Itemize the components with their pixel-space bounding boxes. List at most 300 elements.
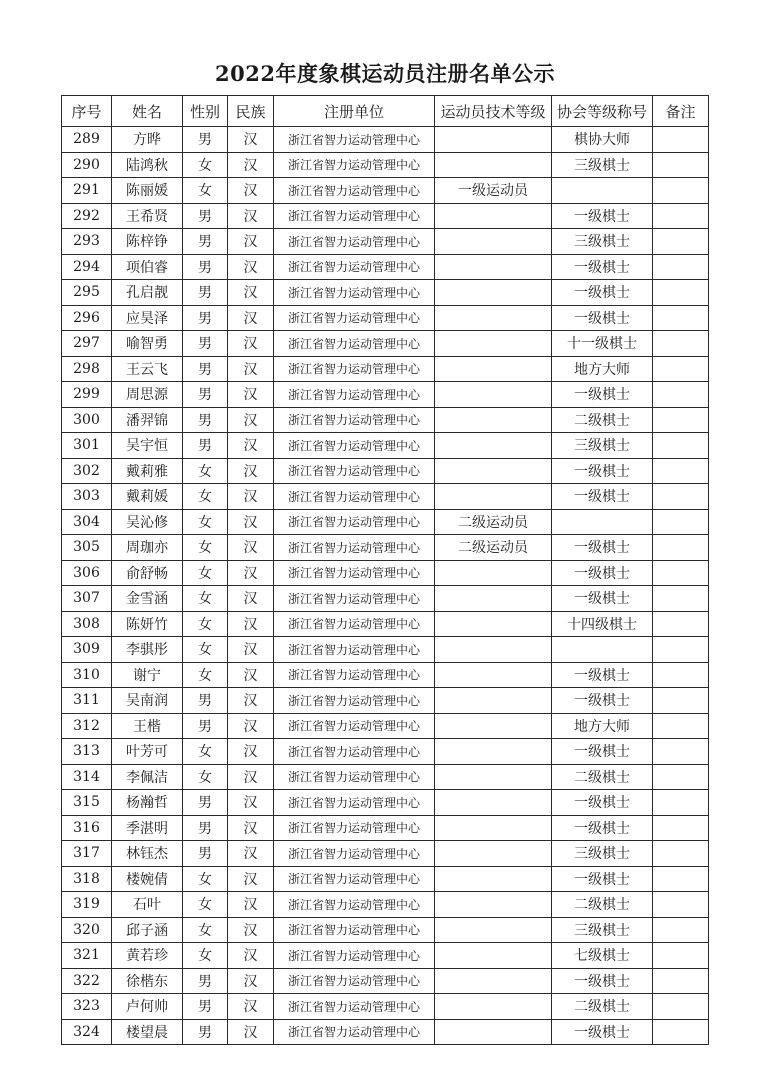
cell-unit: 浙江省智力运动管理中心 — [274, 433, 435, 459]
cell-ethnicity: 汉 — [228, 917, 274, 943]
cell-unit: 浙江省智力运动管理中心 — [274, 356, 435, 382]
cell-number: 305 — [62, 535, 112, 561]
cell-unit: 浙江省智力运动管理中心 — [274, 305, 435, 331]
cell-remarks — [653, 866, 709, 892]
cell-athlete-grade — [435, 917, 552, 943]
cell-athlete-grade — [435, 127, 552, 153]
cell-name: 潘羿锦 — [112, 407, 183, 433]
cell-unit: 浙江省智力运动管理中心 — [274, 815, 435, 841]
cell-gender: 男 — [183, 356, 228, 382]
cell-name: 吴沁修 — [112, 509, 183, 535]
cell-remarks — [653, 280, 709, 306]
table-row — [62, 484, 709, 510]
cell-athlete-grade — [435, 152, 552, 178]
cell-ethnicity: 汉 — [228, 764, 274, 790]
cell-unit: 浙江省智力运动管理中心 — [274, 586, 435, 612]
cell-ethnicity: 汉 — [228, 229, 274, 255]
cell-remarks — [653, 662, 709, 688]
cell-gender: 女 — [183, 739, 228, 765]
cell-number: 295 — [62, 280, 112, 306]
cell-athlete-grade — [435, 943, 552, 969]
cell-gender: 女 — [183, 866, 228, 892]
cell-name: 方晔 — [112, 127, 183, 153]
cell-number: 323 — [62, 994, 112, 1020]
cell-association-title — [552, 509, 653, 535]
cell-gender: 男 — [183, 433, 228, 459]
cell-gender: 女 — [183, 611, 228, 637]
cell-number: 308 — [62, 611, 112, 637]
cell-gender: 男 — [183, 688, 228, 714]
cell-name: 石叶 — [112, 892, 183, 918]
cell-ethnicity: 汉 — [228, 535, 274, 561]
cell-remarks — [653, 331, 709, 357]
header-ethnicity: 民族 — [228, 96, 274, 127]
cell-remarks — [653, 407, 709, 433]
cell-remarks — [653, 790, 709, 816]
cell-name: 李佩洁 — [112, 764, 183, 790]
cell-athlete-grade — [435, 586, 552, 612]
table-row — [62, 305, 709, 331]
cell-association-title: 一级棋士 — [552, 662, 653, 688]
cell-athlete-grade — [435, 305, 552, 331]
cell-number: 297 — [62, 331, 112, 357]
cell-unit: 浙江省智力运动管理中心 — [274, 994, 435, 1020]
cell-athlete-grade — [435, 203, 552, 229]
cell-gender: 男 — [183, 407, 228, 433]
page-title: 2022年度象棋运动员注册名单公示 — [215, 61, 555, 86]
cell-number: 307 — [62, 586, 112, 612]
cell-ethnicity: 汉 — [228, 331, 274, 357]
cell-association-title: 十四级棋士 — [552, 611, 653, 637]
cell-unit: 浙江省智力运动管理中心 — [274, 560, 435, 586]
cell-remarks — [653, 535, 709, 561]
cell-number: 324 — [62, 1019, 112, 1045]
cell-athlete-grade — [435, 280, 552, 306]
cell-remarks — [653, 458, 709, 484]
cell-remarks — [653, 713, 709, 739]
cell-unit: 浙江省智力运动管理中心 — [274, 841, 435, 867]
cell-remarks — [653, 739, 709, 765]
cell-name: 陆鸿秋 — [112, 152, 183, 178]
cell-unit: 浙江省智力运动管理中心 — [274, 688, 435, 714]
cell-ethnicity: 汉 — [228, 458, 274, 484]
cell-ethnicity: 汉 — [228, 688, 274, 714]
cell-unit: 浙江省智力运动管理中心 — [274, 229, 435, 255]
table-row — [62, 433, 709, 459]
cell-gender: 女 — [183, 458, 228, 484]
cell-unit: 浙江省智力运动管理中心 — [274, 484, 435, 510]
cell-remarks — [653, 127, 709, 153]
cell-gender: 女 — [183, 586, 228, 612]
cell-ethnicity: 汉 — [228, 586, 274, 612]
cell-number: 321 — [62, 943, 112, 969]
table-row — [62, 560, 709, 586]
cell-association-title: 一级棋士 — [552, 280, 653, 306]
cell-association-title: 一级棋士 — [552, 586, 653, 612]
table-row — [62, 790, 709, 816]
cell-name: 叶芳可 — [112, 739, 183, 765]
cell-remarks — [653, 382, 709, 408]
cell-name: 戴莉雅 — [112, 458, 183, 484]
cell-unit: 浙江省智力运动管理中心 — [274, 943, 435, 969]
cell-association-title: 一级棋士 — [552, 305, 653, 331]
cell-remarks — [653, 1019, 709, 1045]
cell-name: 孔启靓 — [112, 280, 183, 306]
cell-gender: 女 — [183, 152, 228, 178]
table-row — [62, 407, 709, 433]
cell-gender: 女 — [183, 509, 228, 535]
cell-association-title — [552, 178, 653, 204]
cell-ethnicity: 汉 — [228, 892, 274, 918]
cell-remarks — [653, 560, 709, 586]
table-row — [62, 968, 709, 994]
cell-name: 俞舒畅 — [112, 560, 183, 586]
cell-number: 300 — [62, 407, 112, 433]
cell-athlete-grade — [435, 560, 552, 586]
cell-ethnicity: 汉 — [228, 280, 274, 306]
cell-name: 项伯睿 — [112, 254, 183, 280]
cell-name: 吴南润 — [112, 688, 183, 714]
table-row — [62, 382, 709, 408]
cell-athlete-grade — [435, 229, 552, 255]
cell-athlete-grade — [435, 484, 552, 510]
cell-number: 317 — [62, 841, 112, 867]
cell-athlete-grade: 二级运动员 — [435, 509, 552, 535]
cell-name: 周思源 — [112, 382, 183, 408]
header-association-title: 协会等级称号 — [552, 96, 653, 127]
cell-number: 318 — [62, 866, 112, 892]
cell-athlete-grade — [435, 994, 552, 1020]
cell-association-title: 十一级棋士 — [552, 331, 653, 357]
cell-association-title — [552, 637, 653, 663]
cell-remarks — [653, 203, 709, 229]
cell-name: 林钰杰 — [112, 841, 183, 867]
cell-unit: 浙江省智力运动管理中心 — [274, 739, 435, 765]
cell-athlete-grade — [435, 331, 552, 357]
cell-gender: 女 — [183, 535, 228, 561]
cell-gender: 女 — [183, 764, 228, 790]
cell-ethnicity: 汉 — [228, 560, 274, 586]
cell-athlete-grade — [435, 356, 552, 382]
table-row — [62, 764, 709, 790]
table-body — [62, 127, 709, 1045]
cell-number: 319 — [62, 892, 112, 918]
header-gender: 性别 — [183, 96, 228, 127]
cell-number: 316 — [62, 815, 112, 841]
cell-unit: 浙江省智力运动管理中心 — [274, 662, 435, 688]
cell-number: 322 — [62, 968, 112, 994]
cell-athlete-grade — [435, 382, 552, 408]
table-row — [62, 152, 709, 178]
cell-number: 299 — [62, 382, 112, 408]
cell-remarks — [653, 688, 709, 714]
cell-unit: 浙江省智力运动管理中心 — [274, 866, 435, 892]
cell-name: 邱子涵 — [112, 917, 183, 943]
cell-athlete-grade: 二级运动员 — [435, 535, 552, 561]
cell-ethnicity: 汉 — [228, 203, 274, 229]
cell-remarks — [653, 356, 709, 382]
cell-association-title: 一级棋士 — [552, 968, 653, 994]
cell-association-title: 一级棋士 — [552, 739, 653, 765]
cell-gender: 女 — [183, 178, 228, 204]
cell-gender: 男 — [183, 280, 228, 306]
cell-gender: 女 — [183, 484, 228, 510]
header-remarks: 备注 — [653, 96, 709, 127]
cell-athlete-grade — [435, 815, 552, 841]
cell-unit: 浙江省智力运动管理中心 — [274, 458, 435, 484]
cell-name: 金雪涵 — [112, 586, 183, 612]
cell-unit: 浙江省智力运动管理中心 — [274, 382, 435, 408]
table-row — [62, 1019, 709, 1045]
cell-ethnicity: 汉 — [228, 382, 274, 408]
table-row — [62, 535, 709, 561]
table-row — [62, 280, 709, 306]
cell-name: 陈梓铮 — [112, 229, 183, 255]
cell-athlete-grade — [435, 866, 552, 892]
cell-ethnicity: 汉 — [228, 943, 274, 969]
cell-name: 陈妍竹 — [112, 611, 183, 637]
cell-number: 296 — [62, 305, 112, 331]
cell-name: 卢何帅 — [112, 994, 183, 1020]
cell-athlete-grade — [435, 637, 552, 663]
cell-number: 298 — [62, 356, 112, 382]
cell-unit: 浙江省智力运动管理中心 — [274, 203, 435, 229]
cell-number: 289 — [62, 127, 112, 153]
cell-name: 王希贤 — [112, 203, 183, 229]
cell-unit: 浙江省智力运动管理中心 — [274, 968, 435, 994]
table-row — [62, 815, 709, 841]
cell-association-title: 三级棋士 — [552, 841, 653, 867]
cell-athlete-grade — [435, 841, 552, 867]
cell-number: 309 — [62, 637, 112, 663]
table-row — [62, 739, 709, 765]
table-row — [62, 331, 709, 357]
cell-association-title: 二级棋士 — [552, 892, 653, 918]
cell-gender: 男 — [183, 968, 228, 994]
cell-number: 290 — [62, 152, 112, 178]
cell-athlete-grade — [435, 713, 552, 739]
cell-ethnicity: 汉 — [228, 178, 274, 204]
cell-name: 徐楷东 — [112, 968, 183, 994]
cell-gender: 男 — [183, 841, 228, 867]
cell-athlete-grade — [435, 688, 552, 714]
cell-gender: 男 — [183, 127, 228, 153]
cell-remarks — [653, 637, 709, 663]
cell-unit: 浙江省智力运动管理中心 — [274, 1019, 435, 1045]
cell-association-title: 三级棋士 — [552, 152, 653, 178]
cell-association-title: 三级棋士 — [552, 433, 653, 459]
cell-name: 李骐彤 — [112, 637, 183, 663]
cell-remarks — [653, 254, 709, 280]
table-row — [62, 866, 709, 892]
cell-athlete-grade — [435, 1019, 552, 1045]
cell-athlete-grade — [435, 790, 552, 816]
cell-name: 喻智勇 — [112, 331, 183, 357]
cell-number: 314 — [62, 764, 112, 790]
cell-ethnicity: 汉 — [228, 841, 274, 867]
cell-gender: 男 — [183, 815, 228, 841]
cell-ethnicity: 汉 — [228, 713, 274, 739]
cell-ethnicity: 汉 — [228, 739, 274, 765]
cell-association-title: 一级棋士 — [552, 382, 653, 408]
cell-unit: 浙江省智力运动管理中心 — [274, 509, 435, 535]
cell-athlete-grade — [435, 611, 552, 637]
table-row — [62, 611, 709, 637]
cell-number: 315 — [62, 790, 112, 816]
cell-gender: 女 — [183, 662, 228, 688]
cell-association-title: 三级棋士 — [552, 917, 653, 943]
cell-unit: 浙江省智力运动管理中心 — [274, 178, 435, 204]
cell-association-title: 一级棋士 — [552, 866, 653, 892]
cell-name: 王云飞 — [112, 356, 183, 382]
cell-remarks — [653, 968, 709, 994]
cell-association-title: 二级棋士 — [552, 764, 653, 790]
cell-unit: 浙江省智力运动管理中心 — [274, 892, 435, 918]
cell-remarks — [653, 178, 709, 204]
table-row — [62, 994, 709, 1020]
cell-ethnicity: 汉 — [228, 611, 274, 637]
table-row — [62, 127, 709, 153]
cell-name: 黄若珍 — [112, 943, 183, 969]
cell-athlete-grade — [435, 764, 552, 790]
cell-gender: 男 — [183, 994, 228, 1020]
cell-association-title: 一级棋士 — [552, 815, 653, 841]
cell-remarks — [653, 509, 709, 535]
cell-ethnicity: 汉 — [228, 433, 274, 459]
cell-ethnicity: 汉 — [228, 152, 274, 178]
cell-number: 301 — [62, 433, 112, 459]
cell-unit: 浙江省智力运动管理中心 — [274, 790, 435, 816]
cell-unit: 浙江省智力运动管理中心 — [274, 127, 435, 153]
cell-gender: 女 — [183, 560, 228, 586]
table-row — [62, 356, 709, 382]
cell-ethnicity: 汉 — [228, 484, 274, 510]
table-row — [62, 586, 709, 612]
cell-ethnicity: 汉 — [228, 305, 274, 331]
cell-ethnicity: 汉 — [228, 356, 274, 382]
cell-association-title: 一级棋士 — [552, 535, 653, 561]
cell-remarks — [653, 815, 709, 841]
cell-association-title: 一级棋士 — [552, 688, 653, 714]
cell-remarks — [653, 305, 709, 331]
cell-association-title: 一级棋士 — [552, 458, 653, 484]
cell-number: 292 — [62, 203, 112, 229]
table-row — [62, 841, 709, 867]
table-row — [62, 178, 709, 204]
cell-ethnicity: 汉 — [228, 662, 274, 688]
header-unit: 注册单位 — [274, 96, 435, 127]
cell-athlete-grade — [435, 433, 552, 459]
cell-gender: 男 — [183, 713, 228, 739]
registration-table — [61, 95, 709, 1045]
cell-number: 302 — [62, 458, 112, 484]
cell-gender: 男 — [183, 331, 228, 357]
cell-ethnicity: 汉 — [228, 127, 274, 153]
cell-ethnicity: 汉 — [228, 637, 274, 663]
header-name: 姓名 — [112, 96, 183, 127]
cell-association-title: 三级棋士 — [552, 229, 653, 255]
cell-remarks — [653, 152, 709, 178]
cell-name: 谢宁 — [112, 662, 183, 688]
cell-association-title: 一级棋士 — [552, 203, 653, 229]
cell-ethnicity: 汉 — [228, 815, 274, 841]
cell-unit: 浙江省智力运动管理中心 — [274, 280, 435, 306]
cell-unit: 浙江省智力运动管理中心 — [274, 407, 435, 433]
cell-athlete-grade — [435, 407, 552, 433]
cell-unit: 浙江省智力运动管理中心 — [274, 637, 435, 663]
cell-remarks — [653, 943, 709, 969]
cell-unit: 浙江省智力运动管理中心 — [274, 611, 435, 637]
cell-athlete-grade — [435, 662, 552, 688]
cell-athlete-grade — [435, 458, 552, 484]
cell-unit: 浙江省智力运动管理中心 — [274, 713, 435, 739]
cell-number: 312 — [62, 713, 112, 739]
header-number: 序号 — [62, 96, 112, 127]
cell-gender: 女 — [183, 917, 228, 943]
cell-number: 303 — [62, 484, 112, 510]
table-row — [62, 917, 709, 943]
table-row — [62, 662, 709, 688]
cell-remarks — [653, 892, 709, 918]
cell-name: 杨瀚哲 — [112, 790, 183, 816]
cell-remarks — [653, 586, 709, 612]
cell-unit: 浙江省智力运动管理中心 — [274, 152, 435, 178]
cell-name: 周珈亦 — [112, 535, 183, 561]
cell-name: 楼婉倩 — [112, 866, 183, 892]
cell-gender: 女 — [183, 892, 228, 918]
cell-number: 293 — [62, 229, 112, 255]
cell-remarks — [653, 917, 709, 943]
header-row — [62, 96, 709, 127]
table-row — [62, 229, 709, 255]
cell-gender: 男 — [183, 254, 228, 280]
cell-athlete-grade — [435, 968, 552, 994]
cell-association-title: 棋协大师 — [552, 127, 653, 153]
cell-remarks — [653, 433, 709, 459]
cell-number: 294 — [62, 254, 112, 280]
cell-association-title: 一级棋士 — [552, 254, 653, 280]
cell-unit: 浙江省智力运动管理中心 — [274, 254, 435, 280]
table-row — [62, 637, 709, 663]
table-row — [62, 458, 709, 484]
cell-gender: 男 — [183, 790, 228, 816]
table-row — [62, 254, 709, 280]
cell-remarks — [653, 841, 709, 867]
cell-athlete-grade: 一级运动员 — [435, 178, 552, 204]
cell-unit: 浙江省智力运动管理中心 — [274, 535, 435, 561]
cell-ethnicity: 汉 — [228, 968, 274, 994]
cell-remarks — [653, 484, 709, 510]
cell-association-title: 地方大师 — [552, 713, 653, 739]
cell-association-title: 一级棋士 — [552, 484, 653, 510]
cell-association-title: 一级棋士 — [552, 1019, 653, 1045]
cell-association-title: 二级棋士 — [552, 407, 653, 433]
table-row — [62, 203, 709, 229]
cell-number: 311 — [62, 688, 112, 714]
cell-ethnicity: 汉 — [228, 509, 274, 535]
table-row — [62, 892, 709, 918]
cell-remarks — [653, 764, 709, 790]
cell-athlete-grade — [435, 254, 552, 280]
cell-remarks — [653, 611, 709, 637]
table-row — [62, 713, 709, 739]
cell-ethnicity: 汉 — [228, 994, 274, 1020]
cell-gender: 男 — [183, 229, 228, 255]
cell-name: 应昊泽 — [112, 305, 183, 331]
cell-name: 吴宇恒 — [112, 433, 183, 459]
table-row — [62, 943, 709, 969]
cell-remarks — [653, 994, 709, 1020]
